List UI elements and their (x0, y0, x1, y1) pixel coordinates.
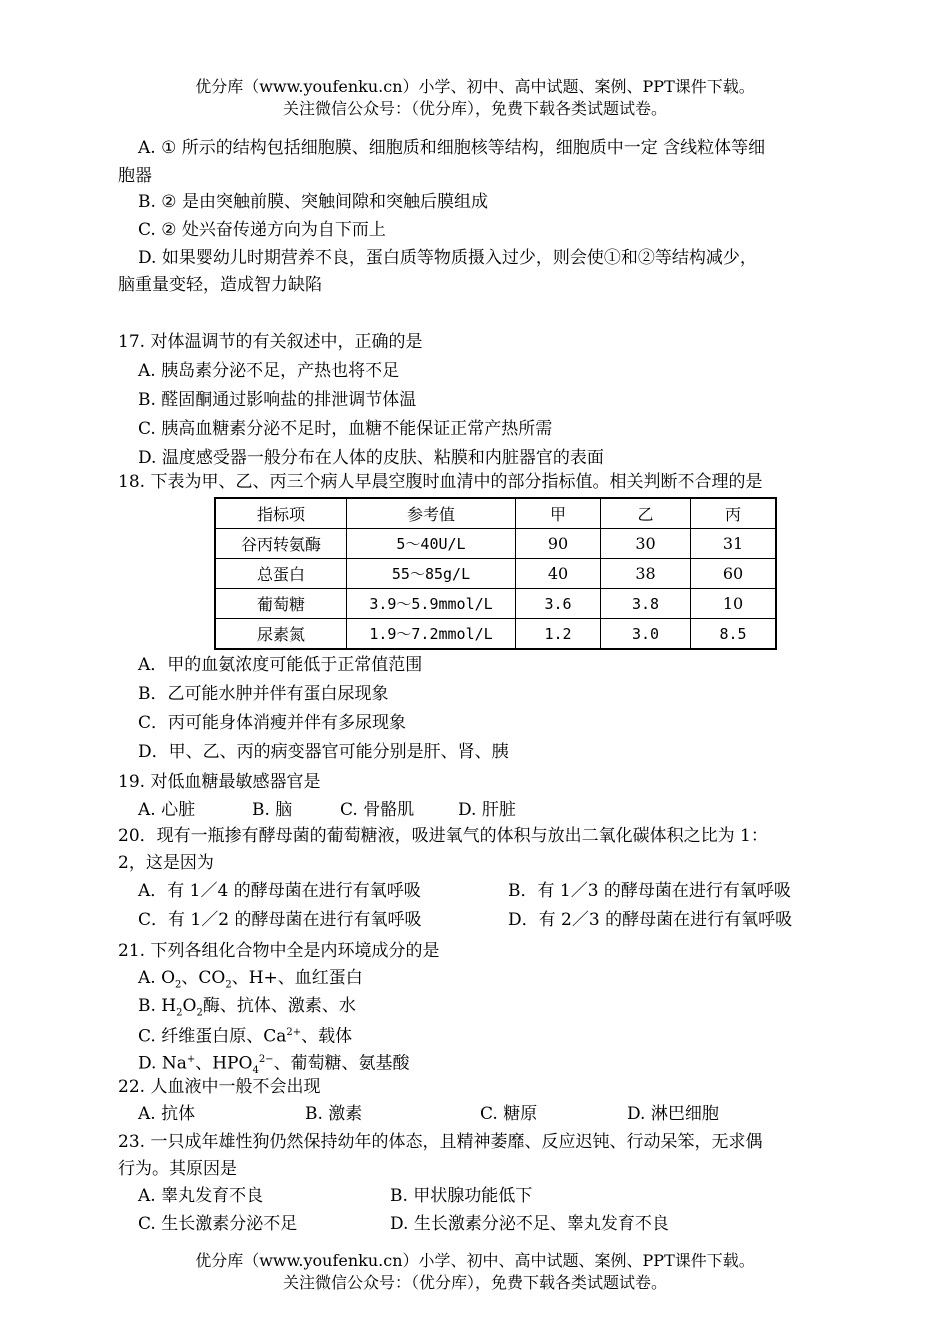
q16-option-b: B. ② 是由突触前膜、突触间隙和突触后膜组成 (138, 192, 488, 212)
q20-option-d: D．有 2／3 的酵母菌在进行有氧呼吸 (508, 910, 793, 930)
q18-option-a: A．甲的血氨浓度可能低于正常值范围 (138, 655, 423, 675)
table-header-cell: 指标项 (215, 498, 347, 529)
header-line-1: 优分库（www.youfenku.cn）小学、初中、高中试题、案例、PPT课件下载。 (195, 77, 755, 96)
q20-stem-line1: 20．现有一瓶掺有酵母菌的葡萄糖液，吸进氧气的体积与放出二氧化碳体积之比为 1： (118, 826, 768, 846)
table-cell: 55～85g/L (347, 559, 516, 589)
q16-option-d-line1: D. 如果婴幼儿时期营养不良，蛋白质等物质摄入过少，则会使①和②等结构减少， (138, 248, 757, 268)
header-line-2: 关注微信公众号：（优分库），免费下载各类试题试卷。 (282, 99, 667, 118)
q18-stem: 18. 下表为甲、乙、丙三个病人早晨空腹时血清中的部分指标值。相关判断不合理的是 (118, 472, 763, 492)
q17-stem: 17. 对体温调节的有关叙述中，正确的是 (118, 332, 423, 352)
q21-option-c: C. 纤维蛋白原、$Ca^{2+}$、载体 (138, 1026, 353, 1047)
q23-stem-line2: 行为。其原因是 (118, 1159, 237, 1179)
q18-option-b: B．乙可能水肿并伴有蛋白尿现象 (138, 684, 389, 704)
table-cell: 3.9～5.9mmol/L (347, 589, 516, 619)
table-cell: 10 (691, 589, 777, 619)
q21-option-b: B. $H_2O_2$酶、抗体、激素、水 (138, 996, 356, 1019)
table-cell: 30 (601, 529, 691, 559)
q17-option-d: D. 温度感受器一般分布在人体的皮肤、粘膜和内脏器官的表面 (138, 448, 604, 468)
q23-option-d: D. 生长激素分泌不足、睾丸发育不良 (390, 1214, 669, 1234)
q16-option-c: C. ② 处兴奋传递方向为自下而上 (138, 220, 386, 240)
q18-indicator-table (214, 497, 777, 650)
table-row (215, 619, 776, 650)
q22-option-a: A. 抗体 (138, 1104, 196, 1124)
table-cell: 3.8 (601, 589, 691, 619)
table-row (215, 529, 776, 559)
q23-stem-line1: 23. 一只成年雄性狗仍然保持幼年的体态，且精神萎靡、反应迟钝、行动呆笨，无求偶 (118, 1132, 763, 1152)
q19-option-a: A. 心脏 (138, 800, 196, 820)
q22-option-c: C. 糖原 (480, 1104, 538, 1124)
table-cell: 尿素氮 (215, 619, 347, 650)
table-row (215, 589, 776, 619)
q16-option-d-line2: 脑重量变轻，造成智力缺陷 (118, 275, 322, 295)
q20-option-b: B．有 1／3 的酵母菌在进行有氧呼吸 (508, 881, 791, 901)
table-header-cell: 参考值 (347, 498, 516, 529)
q19-option-c: C. 骨骼肌 (340, 800, 415, 820)
table-cell: 总蛋白 (215, 559, 347, 589)
q17-option-b: B. 醛固酮通过影响盐的排泄调节体温 (138, 390, 417, 410)
q23-option-b: B. 甲状腺功能低下 (390, 1186, 533, 1206)
q20-stem-line2: 2，这是因为 (118, 853, 214, 873)
q23-option-c: C. 生长激素分泌不足 (138, 1214, 298, 1234)
table-cell: 38 (601, 559, 691, 589)
q19-option-b: B. 脑 (252, 800, 293, 820)
q19-option-d: D. 肝脏 (458, 800, 516, 820)
q17-option-c: C. 胰高血糖素分泌不足时，血糖不能保证正常产热所需 (138, 419, 553, 439)
table-header-row (215, 498, 776, 529)
table-cell: 3.6 (516, 589, 601, 619)
q18-option-c: C．丙可能身体消瘦并伴有多尿现象 (138, 713, 407, 733)
table-cell: 40 (516, 559, 601, 589)
q22-stem: 22. 人血液中一般不会出现 (118, 1077, 321, 1097)
table-cell: 葡萄糖 (215, 589, 347, 619)
table-row (215, 559, 776, 589)
q21-stem: 21. 下列各组化合物中全是内环境成分的是 (118, 941, 440, 961)
q19-stem: 19. 对低血糖最敏感器官是 (118, 772, 321, 792)
q20-option-a: A．有 1／4 的酵母菌在进行有氧呼吸 (138, 881, 421, 901)
q22-option-b: B. 激素 (305, 1104, 363, 1124)
q21-option-d: D. Na+、$HPO_4^{2-}$、葡萄糖、氨基酸 (138, 1053, 410, 1077)
table-header-cell: 甲 (516, 498, 601, 529)
q20-option-c: C．有 1／2 的酵母菌在进行有氧呼吸 (138, 910, 422, 930)
table-header-cell: 乙 (601, 498, 691, 529)
table-cell: 1.9～7.2mmol/L (347, 619, 516, 650)
table-cell: 3.0 (601, 619, 691, 650)
table-cell: 谷丙转氨酶 (215, 529, 347, 559)
footer-line-2: 关注微信公众号：（优分库），免费下载各类试题试卷。 (282, 1273, 667, 1292)
table-cell: 5～40U/L (347, 529, 516, 559)
footer-line-1: 优分库（www.youfenku.cn）小学、初中、高中试题、案例、PPT课件下载。 (195, 1251, 755, 1270)
table-cell: 8.5 (691, 619, 777, 650)
q21-option-a: A. $O_2$、$CO_2$、H+、血红蛋白 (138, 968, 363, 991)
q16-option-a-line2: 胞器 (118, 166, 152, 186)
table-cell: 60 (691, 559, 777, 589)
q18-option-d: D．甲、乙、丙的病变器官可能分别是肝、肾、胰 (138, 742, 509, 762)
q17-option-a: A. 胰岛素分泌不足，产热也将不足 (138, 361, 400, 381)
table-cell: 1.2 (516, 619, 601, 650)
table-header-cell: 丙 (691, 498, 777, 529)
q22-option-d: D. 淋巴细胞 (627, 1104, 719, 1124)
table-cell: 31 (691, 529, 777, 559)
table-cell: 90 (516, 529, 601, 559)
q16-option-a-line1: A. ① 所示的结构包括细胞膜、细胞质和细胞核等结构，细胞质中一定 含线粒体等细 (138, 138, 766, 158)
q23-option-a: A. 睾丸发育不良 (138, 1186, 264, 1206)
